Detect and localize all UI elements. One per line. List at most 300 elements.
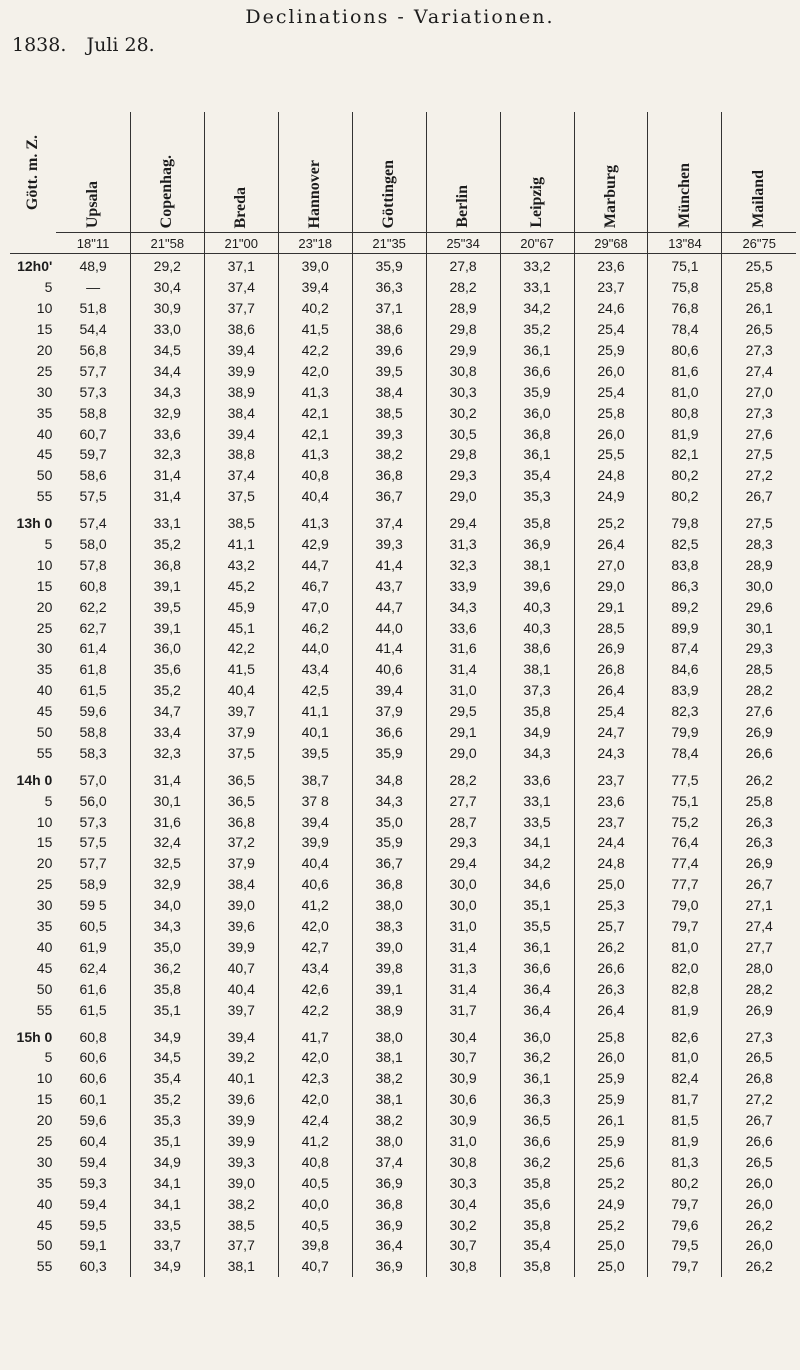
time-cell: 12h0' xyxy=(17,258,53,275)
value-cell: 39,0 xyxy=(278,254,352,277)
value-cell: 79,8 xyxy=(648,507,722,534)
value-cell: 33,0 xyxy=(130,319,204,340)
value-cell: 26,6 xyxy=(574,957,648,978)
value-cell: 81,6 xyxy=(648,360,722,381)
value-cell: 57,7 xyxy=(56,853,130,874)
value-cell: 31,0 xyxy=(426,916,500,937)
value-cell: 60,6 xyxy=(56,1068,130,1089)
value-cell: 36,2 xyxy=(130,957,204,978)
value-cell: 31,0 xyxy=(426,680,500,701)
value-cell: 83,8 xyxy=(648,554,722,575)
time-cell: 20 xyxy=(36,1112,53,1129)
table-row xyxy=(10,659,796,680)
value-cell: 40,4 xyxy=(204,978,278,999)
value-cell: 40,2 xyxy=(278,298,352,319)
value-cell: 26,0 xyxy=(745,1195,773,1212)
value-cell: 41,1 xyxy=(278,701,352,722)
value-cell: 29,4 xyxy=(426,507,500,534)
value-cell: 39,0 xyxy=(352,937,426,958)
time-cell: 5 xyxy=(44,1049,53,1066)
value-cell: 35,0 xyxy=(352,811,426,832)
value-cell: 34,4 xyxy=(130,360,204,381)
value-cell: 36,4 xyxy=(352,1235,426,1256)
value-cell: 36,8 xyxy=(352,465,426,486)
value-cell: 57,0 xyxy=(56,763,130,790)
value-cell: 24,7 xyxy=(574,722,648,743)
value-cell: 59,3 xyxy=(56,1172,130,1193)
year-label: 1838. xyxy=(12,34,67,56)
value-cell: 82,1 xyxy=(648,444,722,465)
value-cell: 41,5 xyxy=(278,319,352,340)
table-row xyxy=(10,298,796,319)
value-cell: 28,9 xyxy=(745,556,773,573)
value-cell: 34,5 xyxy=(130,1047,204,1068)
value-cell: 25,7 xyxy=(574,916,648,937)
time-cell: 15 xyxy=(36,1091,53,1108)
time-cell: 25 xyxy=(36,362,53,379)
value-cell: 36,1 xyxy=(500,444,574,465)
value-cell: 38,4 xyxy=(204,402,278,423)
value-cell: 40,3 xyxy=(500,596,574,617)
value-cell: 39,1 xyxy=(130,575,204,596)
column-scale: 23"18 xyxy=(278,233,352,254)
table-row xyxy=(10,423,796,444)
value-cell: 34,3 xyxy=(500,742,574,763)
value-cell: 30,2 xyxy=(426,402,500,423)
column-header-label: Hannover xyxy=(306,159,324,228)
value-cell: 35,6 xyxy=(130,659,204,680)
value-cell: 25,4 xyxy=(574,319,648,340)
value-cell: 82,3 xyxy=(648,701,722,722)
value-cell: 60,6 xyxy=(56,1047,130,1068)
value-cell: 61,5 xyxy=(56,680,130,701)
value-cell: 30,1 xyxy=(745,619,773,636)
time-cell: 35 xyxy=(36,404,53,421)
value-cell: 36,9 xyxy=(500,534,574,555)
value-cell: 42,0 xyxy=(278,360,352,381)
value-cell: 39,5 xyxy=(130,596,204,617)
value-cell: 36,8 xyxy=(352,1193,426,1214)
value-cell: 42,4 xyxy=(278,1110,352,1131)
value-cell: 39,0 xyxy=(204,1172,278,1193)
value-cell: 54,4 xyxy=(56,319,130,340)
value-cell: 43,2 xyxy=(204,554,278,575)
value-cell: 38,3 xyxy=(352,916,426,937)
value-cell: 80,8 xyxy=(648,402,722,423)
value-cell: 25,8 xyxy=(745,792,773,809)
value-cell: 37,3 xyxy=(500,680,574,701)
value-cell: 57,7 xyxy=(56,360,130,381)
value-cell: 59,6 xyxy=(56,701,130,722)
value-cell: 36,9 xyxy=(352,1214,426,1235)
table-row xyxy=(10,340,796,361)
value-cell: 27,3 xyxy=(745,1028,773,1045)
value-cell: 38,5 xyxy=(352,402,426,423)
value-cell: 29,6 xyxy=(745,598,773,615)
value-cell: 45,1 xyxy=(204,617,278,638)
value-cell: 27,0 xyxy=(745,383,773,400)
value-cell: 35,4 xyxy=(130,1068,204,1089)
value-cell: 80,2 xyxy=(648,465,722,486)
column-scale: 26"75 xyxy=(722,233,796,254)
value-cell: 40,6 xyxy=(352,659,426,680)
value-cell: 30,7 xyxy=(426,1235,500,1256)
time-cell: 30 xyxy=(36,1153,53,1170)
value-cell: 43,4 xyxy=(278,659,352,680)
value-cell: 34,3 xyxy=(130,916,204,937)
value-cell: 76,4 xyxy=(648,832,722,853)
time-cell: 50 xyxy=(36,724,53,741)
time-cell: 45 xyxy=(36,446,53,463)
value-cell: 44,0 xyxy=(352,617,426,638)
table-row xyxy=(10,277,796,298)
value-cell: 38,1 xyxy=(500,554,574,575)
value-cell: 24,8 xyxy=(574,465,648,486)
value-cell: 61,4 xyxy=(56,638,130,659)
value-cell: 83,9 xyxy=(648,680,722,701)
value-cell: 30,2 xyxy=(426,1214,500,1235)
value-cell: 36,4 xyxy=(500,978,574,999)
value-cell: 59,7 xyxy=(56,444,130,465)
value-cell: 31,4 xyxy=(426,978,500,999)
value-cell: 42,7 xyxy=(278,937,352,958)
value-cell: 26,2 xyxy=(745,1216,773,1233)
value-cell: 29,3 xyxy=(426,832,500,853)
value-cell: 37,2 xyxy=(204,832,278,853)
value-cell: 30,5 xyxy=(426,423,500,444)
value-cell: 33,1 xyxy=(500,277,574,298)
value-cell: 37,9 xyxy=(204,853,278,874)
value-cell: 27,1 xyxy=(745,897,773,914)
value-cell: 34,9 xyxy=(130,1256,204,1277)
value-cell: 29,4 xyxy=(426,853,500,874)
value-cell: 35,9 xyxy=(500,381,574,402)
value-cell: 39,9 xyxy=(204,1110,278,1131)
value-cell: 34,8 xyxy=(352,763,426,790)
value-cell: 37,1 xyxy=(352,298,426,319)
value-cell: 26,8 xyxy=(745,1070,773,1087)
value-cell: 36,5 xyxy=(204,763,278,790)
column-header-label: Breda xyxy=(232,186,250,228)
value-cell: 38,9 xyxy=(204,381,278,402)
value-cell: 36,5 xyxy=(500,1110,574,1131)
column-header xyxy=(722,112,796,233)
value-cell: 41,7 xyxy=(278,1020,352,1047)
value-cell: 79,6 xyxy=(648,1214,722,1235)
value-cell: 41,5 xyxy=(204,659,278,680)
time-cell: 15 xyxy=(36,834,53,851)
declination-table xyxy=(10,112,796,1277)
value-cell: 82,5 xyxy=(648,534,722,555)
value-cell: 36,1 xyxy=(500,937,574,958)
value-cell: 28,2 xyxy=(745,980,773,997)
value-cell: 34,9 xyxy=(130,1020,204,1047)
time-cell: 15h 0 xyxy=(16,1028,53,1045)
value-cell: 25,4 xyxy=(574,381,648,402)
value-cell: 56,0 xyxy=(56,790,130,811)
value-cell: 60,8 xyxy=(56,575,130,596)
value-cell: 25,8 xyxy=(574,1020,648,1047)
value-cell: 39,4 xyxy=(204,340,278,361)
value-cell: 60,3 xyxy=(56,1256,130,1277)
value-cell: 82,8 xyxy=(648,978,722,999)
value-cell: 38,6 xyxy=(352,319,426,340)
time-cell: 25 xyxy=(36,876,53,893)
value-cell: 34,2 xyxy=(500,298,574,319)
value-cell: 38,0 xyxy=(352,1020,426,1047)
value-cell: 33,6 xyxy=(426,617,500,638)
value-cell: 25,8 xyxy=(574,402,648,423)
table-row xyxy=(10,638,796,659)
value-cell: 27,5 xyxy=(745,515,773,532)
value-cell: 81,0 xyxy=(648,937,722,958)
value-cell: 27,8 xyxy=(426,254,500,277)
value-cell: 61,5 xyxy=(56,999,130,1020)
value-cell: 36,9 xyxy=(352,1256,426,1277)
time-cell: 15 xyxy=(36,321,53,338)
value-cell: 81,9 xyxy=(648,999,722,1020)
table-row xyxy=(10,1256,796,1277)
value-cell: 39,4 xyxy=(352,680,426,701)
table-row xyxy=(10,617,796,638)
value-cell: 36,6 xyxy=(500,1131,574,1152)
value-cell: 23,7 xyxy=(574,277,648,298)
value-cell: 89,2 xyxy=(648,596,722,617)
time-cell: 40 xyxy=(36,1195,53,1212)
value-cell: 40,6 xyxy=(278,874,352,895)
value-cell: 57,5 xyxy=(56,832,130,853)
value-cell: 35,8 xyxy=(500,1256,574,1277)
value-cell: 38,1 xyxy=(204,1256,278,1277)
value-cell: 60,1 xyxy=(56,1089,130,1110)
value-cell: 33,5 xyxy=(130,1214,204,1235)
value-cell: 42,2 xyxy=(278,999,352,1020)
value-cell: 36,7 xyxy=(352,486,426,507)
value-cell: 89,9 xyxy=(648,617,722,638)
column-header-label: Copenhag. xyxy=(158,154,176,228)
value-cell: 27,6 xyxy=(745,703,773,720)
column-header xyxy=(500,112,574,233)
value-cell: 36,8 xyxy=(500,423,574,444)
value-cell: 39,3 xyxy=(204,1151,278,1172)
time-cell: 5 xyxy=(44,279,53,296)
value-cell: 29,3 xyxy=(426,465,500,486)
column-scale: 21"00 xyxy=(204,233,278,254)
value-cell: 82,0 xyxy=(648,957,722,978)
value-cell: 26,2 xyxy=(745,1258,773,1275)
value-cell: 38,7 xyxy=(278,763,352,790)
value-cell: 31,4 xyxy=(426,659,500,680)
value-cell: 30,0 xyxy=(745,577,773,594)
value-cell: 42,9 xyxy=(278,534,352,555)
value-cell: 35,8 xyxy=(500,1172,574,1193)
value-cell: 57,5 xyxy=(56,486,130,507)
column-scale: 13"84 xyxy=(648,233,722,254)
header-row-scales xyxy=(10,233,796,254)
value-cell: 36,2 xyxy=(500,1047,574,1068)
time-cell: 55 xyxy=(36,488,53,505)
value-cell: 77,5 xyxy=(648,763,722,790)
value-cell: 35,5 xyxy=(500,916,574,937)
value-cell: 39,9 xyxy=(204,360,278,381)
value-cell: 40,4 xyxy=(278,853,352,874)
value-cell: 42,5 xyxy=(278,680,352,701)
value-cell: 25,0 xyxy=(574,874,648,895)
value-cell: 24,9 xyxy=(574,486,648,507)
value-cell: 75,2 xyxy=(648,811,722,832)
value-cell: 33,9 xyxy=(426,575,500,596)
value-cell: 36,2 xyxy=(500,1151,574,1172)
value-cell: 26,3 xyxy=(574,978,648,999)
value-cell: 31,7 xyxy=(426,999,500,1020)
value-cell: 81,3 xyxy=(648,1151,722,1172)
table-row xyxy=(10,596,796,617)
value-cell: 79,5 xyxy=(648,1235,722,1256)
value-cell: 26,9 xyxy=(574,638,648,659)
value-cell: 42,2 xyxy=(278,340,352,361)
value-cell: 26,3 xyxy=(745,834,773,851)
value-cell: 35,6 xyxy=(500,1193,574,1214)
value-cell: 39,2 xyxy=(204,1047,278,1068)
value-cell: 36,3 xyxy=(352,277,426,298)
table-row xyxy=(10,763,796,790)
value-cell: 82,6 xyxy=(648,1020,722,1047)
value-cell: 39,6 xyxy=(500,575,574,596)
value-cell: 39,5 xyxy=(278,742,352,763)
value-cell: 39,8 xyxy=(278,1235,352,1256)
time-cell: 20 xyxy=(36,855,53,872)
value-cell: 36,1 xyxy=(500,340,574,361)
value-cell: 27,4 xyxy=(745,918,773,935)
table-row xyxy=(10,742,796,763)
value-cell: 39,6 xyxy=(352,340,426,361)
time-cell: 45 xyxy=(36,959,53,976)
value-cell: 38,2 xyxy=(352,1068,426,1089)
value-cell: 57,3 xyxy=(56,811,130,832)
table-row xyxy=(10,790,796,811)
value-cell: 26,1 xyxy=(745,300,773,317)
value-cell: 35,9 xyxy=(352,742,426,763)
value-cell: 37,9 xyxy=(352,701,426,722)
value-cell: 59,6 xyxy=(56,1110,130,1131)
value-cell: 31,4 xyxy=(130,465,204,486)
value-cell: 58,0 xyxy=(56,534,130,555)
table-row xyxy=(10,1089,796,1110)
value-cell: 32,9 xyxy=(130,874,204,895)
value-cell: 35,2 xyxy=(500,319,574,340)
table-row xyxy=(10,874,796,895)
value-cell: 34,9 xyxy=(500,722,574,743)
value-cell: 35,3 xyxy=(500,486,574,507)
value-cell: 79,7 xyxy=(648,1256,722,1277)
value-cell: 81,7 xyxy=(648,1089,722,1110)
time-cell: 55 xyxy=(36,1258,53,1275)
value-cell: 75,8 xyxy=(648,277,722,298)
time-cell: 13h 0 xyxy=(16,515,53,532)
value-cell: 26,5 xyxy=(745,1049,773,1066)
value-cell: 36,5 xyxy=(204,790,278,811)
value-cell: 30,9 xyxy=(130,298,204,319)
value-cell: 26,5 xyxy=(745,1153,773,1170)
column-scale: 21"58 xyxy=(130,233,204,254)
column-header-label: Marburg xyxy=(602,164,619,228)
value-cell: 62,7 xyxy=(56,617,130,638)
table-row xyxy=(10,832,796,853)
column-scale: 29"68 xyxy=(574,233,648,254)
table-row xyxy=(10,444,796,465)
value-cell: 38,2 xyxy=(352,1110,426,1131)
value-cell: 39,9 xyxy=(204,1131,278,1152)
table-row xyxy=(10,507,796,534)
value-cell: 40,7 xyxy=(278,1256,352,1277)
table-row xyxy=(10,853,796,874)
value-cell: 33,1 xyxy=(500,790,574,811)
value-cell: 23,7 xyxy=(574,811,648,832)
value-cell: 27,3 xyxy=(745,404,773,421)
value-cell: 61,6 xyxy=(56,978,130,999)
value-cell: 40,8 xyxy=(278,1151,352,1172)
table-row xyxy=(10,554,796,575)
value-cell: 38,1 xyxy=(352,1047,426,1068)
time-cell: 45 xyxy=(36,703,53,720)
value-cell: 35,2 xyxy=(130,1089,204,1110)
value-cell: 36,0 xyxy=(500,1020,574,1047)
value-cell: 36,8 xyxy=(352,874,426,895)
column-scale: 18"11 xyxy=(56,233,130,254)
value-cell: 35,8 xyxy=(500,1214,574,1235)
value-cell: 43,7 xyxy=(352,575,426,596)
table-row xyxy=(10,1068,796,1089)
value-cell: 60,8 xyxy=(56,1020,130,1047)
time-cell: 50 xyxy=(36,980,53,997)
value-cell: 79,9 xyxy=(648,722,722,743)
column-header-label: Leipzig xyxy=(528,177,546,228)
value-cell: 31,6 xyxy=(130,811,204,832)
value-cell: 41,2 xyxy=(278,895,352,916)
value-cell: 61,9 xyxy=(56,937,130,958)
value-cell: 40,8 xyxy=(278,465,352,486)
table-row xyxy=(10,254,796,277)
table-row xyxy=(10,486,796,507)
value-cell: 79,7 xyxy=(648,916,722,937)
value-cell: 79,0 xyxy=(648,895,722,916)
value-cell: 38,8 xyxy=(204,444,278,465)
value-cell: 26,3 xyxy=(745,813,773,830)
table-row xyxy=(10,1020,796,1047)
value-cell: 25,6 xyxy=(574,1151,648,1172)
time-cell: 25 xyxy=(36,1132,53,1149)
value-cell: 38,1 xyxy=(352,1089,426,1110)
value-cell: 30,0 xyxy=(426,895,500,916)
column-header xyxy=(574,112,648,233)
value-cell: 27,2 xyxy=(745,467,773,484)
value-cell: 81,0 xyxy=(648,381,722,402)
value-cell: 31,0 xyxy=(426,1131,500,1152)
table-row xyxy=(10,1214,796,1235)
value-cell: 25,0 xyxy=(574,1235,648,1256)
value-cell: 25,9 xyxy=(574,340,648,361)
value-cell: 38,4 xyxy=(204,874,278,895)
column-header-label: Upsala xyxy=(84,180,102,228)
value-cell: 46,2 xyxy=(278,617,352,638)
value-cell: 34,3 xyxy=(352,790,426,811)
value-cell: 60,4 xyxy=(56,1131,130,1152)
column-header-label: Gött. m. Z. xyxy=(24,135,42,211)
value-cell: 32,5 xyxy=(130,853,204,874)
value-cell: 77,4 xyxy=(648,853,722,874)
column-scale: 21"35 xyxy=(352,233,426,254)
value-cell: 30,8 xyxy=(426,1256,500,1277)
